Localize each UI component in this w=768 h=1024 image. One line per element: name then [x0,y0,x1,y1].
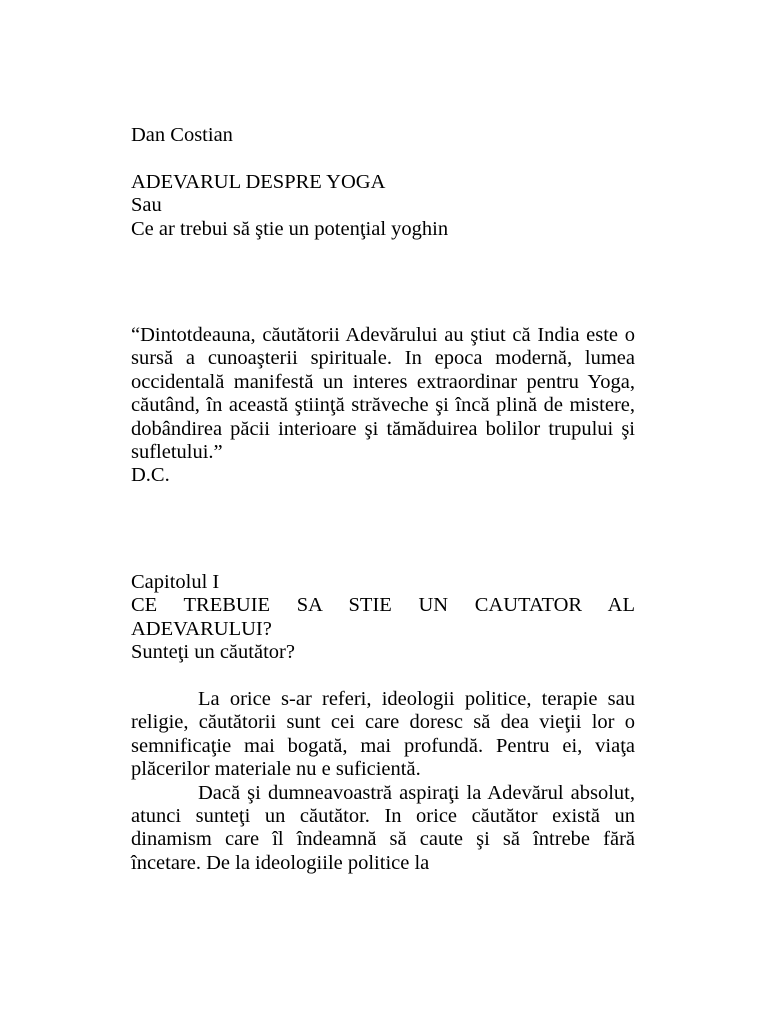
body-paragraph: La orice s-ar referi, ideologii politice, terapie sau religie, căutătorii sunt cei care doresc să dea vieţii lor o semnificaţie mai bogată, mai profundă. Pentru ei, viaţa plăcerilor materiale nu e suficientă. [131,687,635,781]
spacer [131,488,635,571]
author-name: Dan Costian [131,124,233,146]
spacer [131,147,635,170]
epigraph-quote: “Dintotdeauna, căutătorii Adevărului au ştiut că India este o sursă a cunoaşterii spirituale. In epoca modernă, lumea occidentală manifestă un interes extraordinar pentru Yoga, căutând, în această ştiinţă străveche şi încă plină de mistere, dobândirea păcii interioare şi tămăduirea bolilor trupului şi sufletului.” [131,324,635,464]
chapter-heading: CE TREBUIE SA STIE UN CAUTATOR AL ADEVARULUI? [131,594,635,640]
body-paragraph: Dacă şi dumneavoastră aspiraţi la Adevărul absolut, atunci sunteţi un căutător. In orice căutător există un dinamism care îl îndeamnă să caute şi să întrebe fără încetare. De la ideologiile politice la [131,781,635,874]
spacer [131,664,635,687]
document-page [131,124,635,875]
chapter-label: Capitolul I [131,570,220,593]
spacer [131,241,635,324]
book-subtitle: Ce ar trebui să ştie un potenţial yoghin [131,217,449,240]
epigraph-signature: D.C. [131,464,170,487]
title-connector: Sau [131,194,162,217]
book-title: ADEVARUL DESPRE YOGA [131,170,386,193]
section-question: Sunteţi un căutător? [131,641,295,664]
